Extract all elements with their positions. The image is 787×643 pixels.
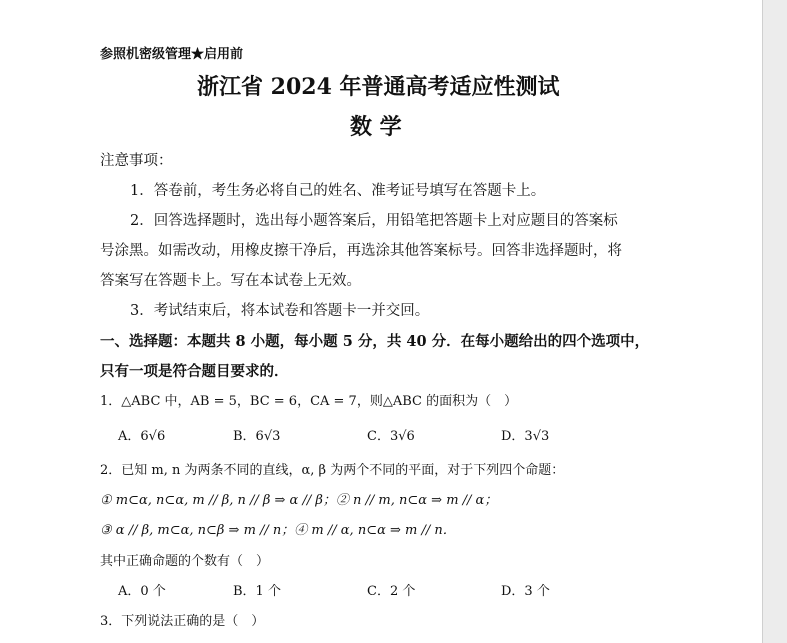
question-2-propositions-line-2: ③ α // β, m⊂α, n⊂β ⇒ m // n；④ m // α, n⊂α ⇒ m // n． <box>100 523 456 538</box>
question-3-stem: 3．下列说法正确的是（ ） <box>100 614 265 629</box>
notes-item-2-line-1: 2．回答选择题时，选出每小题答案后，用铅笔把答题卡上对应题目的答案标 <box>130 213 618 229</box>
viewer-side-panel <box>762 0 787 643</box>
question-2-option-b: B．1 个 <box>233 584 281 599</box>
question-1-option-a: A．6√6 <box>118 429 166 444</box>
exam-title: 浙江省 2024 年普通高考适应性测试 <box>197 74 560 100</box>
section-heading-line-2: 只有一项是符合题目要求的． <box>100 363 289 380</box>
question-1-stem: 1．△ABC 中，AB = 5，BC = 6，CA = 7，则△ABC 的面积为（ ） <box>100 394 518 409</box>
notes-heading: 注意事项： <box>100 153 173 169</box>
confidential-label: 参照机密级管理★启用前 <box>100 47 244 62</box>
notes-item-2-line-3: 答案写在答题卡上。写在本试卷上无效。 <box>100 273 361 289</box>
notes-item-2-line-2: 号涂黑。如需改动，用橡皮擦干净后，再选涂其他答案标号。回答非选择题时，将 <box>100 243 622 259</box>
question-1-option-c: C．3√6 <box>367 429 415 444</box>
question-2-option-c: C．2 个 <box>367 584 416 599</box>
question-2-propositions-line-1: ① m⊂α, n⊂α, m // β, n // β ⇒ α // β；② n // m, n⊂α ⇒ m // α； <box>100 493 498 508</box>
subject-title: 数 学 <box>350 114 402 140</box>
question-2-ask: 其中正确命题的个数有（ ） <box>100 554 270 569</box>
question-1-option-b: B．6√3 <box>233 429 281 444</box>
notes-item-1: 1．答卷前，考生务必将自己的姓名、准考证号填写在答题卡上。 <box>130 183 546 199</box>
question-2-option-d: D．3 个 <box>501 584 550 599</box>
question-1-option-d: D．3√3 <box>501 429 550 444</box>
section-heading-line-1: 一、选择题：本题共 8 小题，每小题 5 分，共 40 分．在每小题给出的四个选项中， <box>100 333 650 350</box>
question-2-option-a: A．0 个 <box>118 584 166 599</box>
notes-item-3: 3．考试结束后，将本试卷和答题卡一并交回。 <box>130 303 430 319</box>
question-2-stem: 2．已知 m, n 为两条不同的直线，α, β 为两个不同的平面，对于下列四个命题： <box>100 463 565 478</box>
